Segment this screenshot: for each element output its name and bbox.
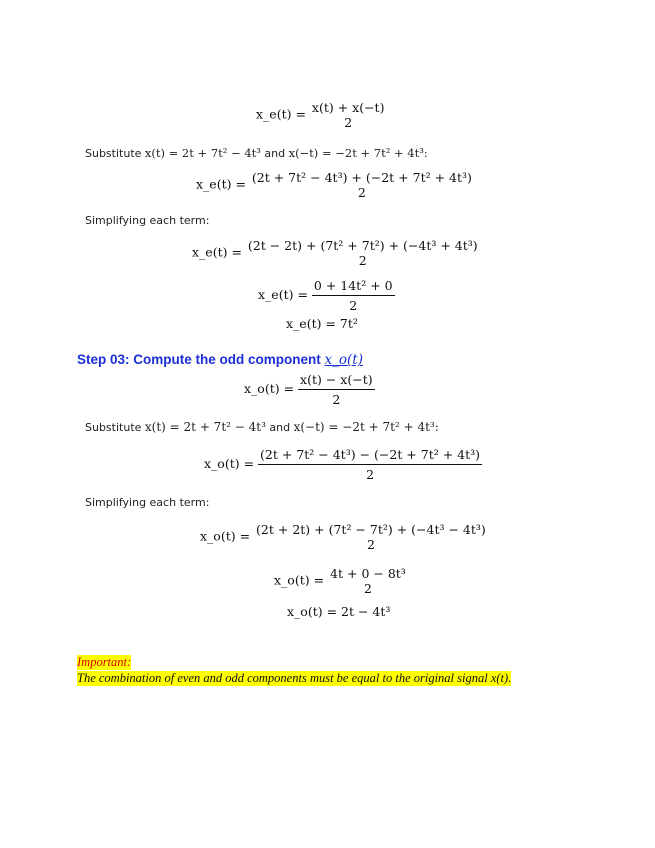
odd-simplify-step2 — [274, 566, 408, 596]
even-simplifying-label: Simplifying each term: — [85, 214, 210, 227]
even-def-lhs: x_e(t) = — [256, 106, 306, 122]
even-definition-equation — [256, 100, 386, 130]
even-simplify-step1 — [192, 238, 480, 268]
odd-simp2-numerator: 4t + 0 − 8t³ — [330, 566, 406, 581]
odd-result-equation: x_o(t) = 2t − 4t³ — [287, 604, 391, 619]
odd-simp1-denominator: 2 — [366, 537, 375, 552]
even-sub-fraction — [250, 170, 474, 200]
odd-simplify-step1 — [200, 522, 488, 552]
even-sub-lhs: x_e(t) = — [196, 176, 246, 192]
odd-sub-lhs: x_o(t) = — [204, 456, 255, 471]
odd-simp1-fraction — [254, 522, 488, 552]
odd-def-denominator: 2 — [332, 392, 341, 407]
odd-definition-equation — [244, 372, 375, 407]
step3-heading — [77, 352, 363, 368]
odd-simp1-numerator: (2t + 2t) + (7t² − 7t²) + (−4t³ − 4t³) — [256, 522, 486, 537]
even-def-denominator: 2 — [344, 115, 353, 130]
odd-simp2-fraction — [328, 566, 408, 596]
odd-substituted-equation — [204, 447, 482, 482]
step3-heading-text: Step 03: Compute the odd component — [77, 352, 321, 367]
important-note-text: The combination of even and odd components must be equal to the original signal x(t). — [77, 671, 512, 685]
even-simplify-step2 — [258, 278, 395, 313]
substitute-and: and — [264, 147, 286, 160]
even-simp1-lhs: x_e(t) = — [192, 244, 242, 260]
substitute-prefix: Substitute — [85, 421, 142, 434]
even-simp2-numerator: 0 + 14t² + 0 — [312, 278, 395, 296]
even-simp1-numerator: (2t − 2t) + (7t² + 7t²) + (−4t³ + 4t³) — [247, 238, 478, 253]
odd-simplifying-label: Simplifying each term: — [85, 496, 210, 509]
even-def-fraction — [310, 100, 387, 130]
even-substituted-equation — [196, 170, 474, 200]
even-substitute-line — [85, 146, 428, 160]
substitute-x-equation: x(t) = 2t + 7t² − 4t³ — [144, 420, 266, 434]
odd-sub-denominator: 2 — [366, 467, 375, 482]
odd-def-numerator: x(t) − x(−t) — [298, 372, 375, 390]
even-simp2-lhs: x_e(t) = — [258, 287, 308, 302]
substitute-and: and — [269, 421, 291, 434]
odd-def-lhs: x_o(t) = — [244, 381, 295, 396]
odd-simp1-lhs: x_o(t) = — [200, 528, 251, 544]
even-simp1-fraction — [246, 238, 480, 268]
substitute-xneg-equation: x(−t) = −2t + 7t² + 4t³: — [288, 146, 428, 160]
even-sub-numerator: (2t + 7t² − 4t³) + (−2t + 7t² + 4t³) — [251, 170, 472, 185]
substitute-x-equation: x(t) = 2t + 7t² − 4t³ — [144, 146, 261, 160]
even-sub-denominator: 2 — [357, 185, 366, 200]
odd-substitute-line — [85, 420, 439, 434]
odd-simp2-denominator: 2 — [363, 581, 372, 596]
odd-def-fraction — [298, 372, 375, 407]
substitute-prefix: Substitute — [85, 147, 142, 160]
odd-simp2-lhs: x_o(t) = — [274, 572, 325, 588]
even-def-numerator: x(t) + x(−t) — [311, 100, 385, 115]
even-simp2-denominator: 2 — [349, 298, 358, 313]
odd-sub-fraction — [258, 447, 482, 482]
even-simp1-denominator: 2 — [358, 253, 367, 268]
odd-sub-numerator: (2t + 7t² − 4t³) − (−2t + 7t² + 4t³) — [258, 447, 482, 465]
important-label: Important: — [77, 655, 132, 669]
even-simp2-fraction — [312, 278, 395, 313]
even-result-equation: x_e(t) = 7t² — [286, 316, 358, 331]
substitute-xneg-equation: x(−t) = −2t + 7t² + 4t³: — [293, 420, 439, 434]
step3-heading-variable: x_o(t) — [324, 352, 363, 368]
